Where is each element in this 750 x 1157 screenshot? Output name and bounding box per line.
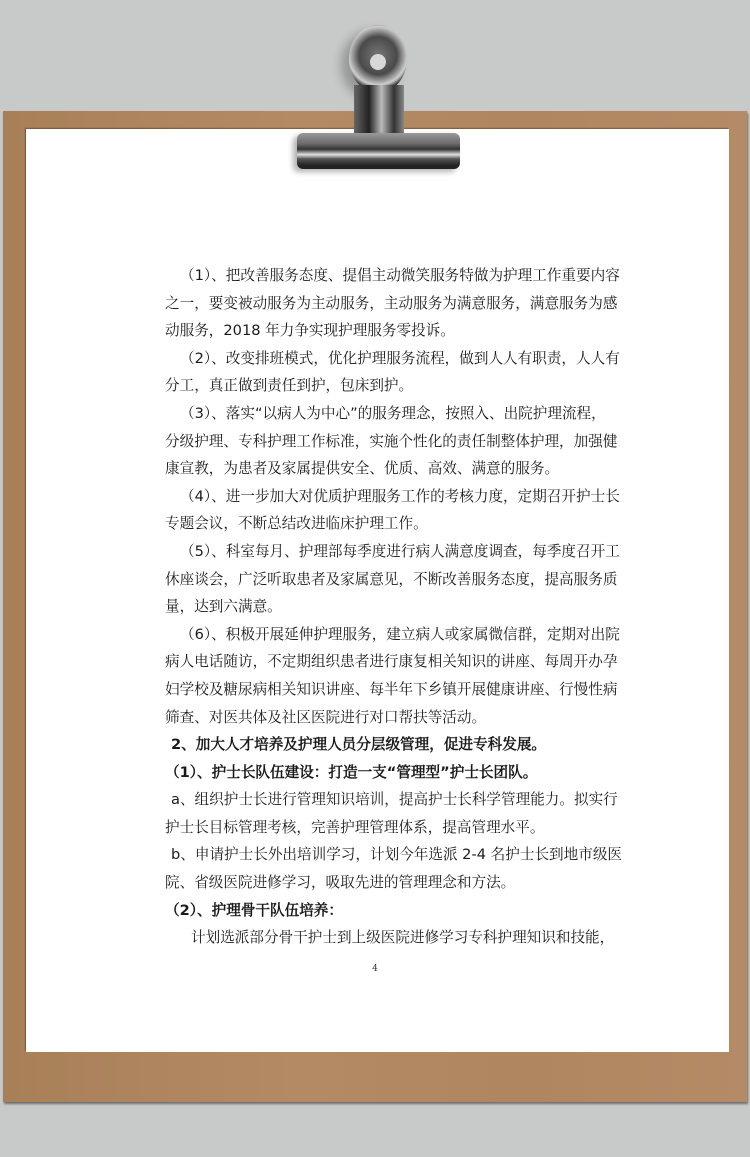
text-line: a、组织护士长进行管理知识培训，提高护士长科学管理能力。拟实行: [171, 791, 618, 809]
page-number: 4: [372, 964, 378, 974]
text-line: （2）、护理骨干队伍培养：: [165, 901, 343, 919]
binder-clip-hole: [370, 54, 386, 70]
text-line: （2）、改变排班模式，优化护理服务流程，做到人人有职责，人人有: [180, 349, 620, 367]
text-line: （1）、把改善服务态度、提倡主动微笑服务特做为护理工作重要内容: [180, 267, 620, 284]
text-line: （6）、积极开展延伸护理服务，建立病人或家属微信群，定期对出院: [180, 625, 620, 643]
binder-clip-stem: [354, 85, 404, 140]
text-line: 专题会议，不断总结改进临床护理工作。: [165, 515, 428, 533]
text-line: （3）、落实“以病人为中心”的服务理念，按照入、出院护理流程，: [180, 404, 606, 422]
text-line: （5）、科室每月、护理部每季度进行病人满意度调查，每季度召开工: [180, 542, 620, 560]
text-line: 休座谈会，广泛听取患者及家属意见，不断改善服务态度，提高服务质: [165, 570, 618, 588]
text-line: 康宣教，为患者及家属提供安全、优质、高效、满意的服务。: [165, 460, 560, 478]
text-line: 之一，要变被动服务为主动服务，主动服务为满意服务，满意服务为感: [165, 294, 618, 312]
text-line: 量，达到六满意。: [165, 598, 282, 616]
text-line: 筛查、对医共体及社区医院进行对口帮扶等活动。: [165, 708, 487, 726]
text-line: b、申请护士长外出培训学习，计划今年选派 2-4 名护士长到地市级医: [171, 846, 623, 864]
text-line: 计划选派部分骨干护士到上级医院进修学习专科护理知识和技能，: [191, 929, 615, 947]
text-line: 分工，真正做到责任到护，包床到护。: [165, 377, 414, 395]
text-line: （4）、进一步加大对优质护理服务工作的考核力度，定期召开护士长: [180, 487, 620, 505]
text-line: 动服务，2018 年力争实现护理服务零投诉。: [165, 322, 455, 340]
text-line: 院、省级医院进修学习，吸取先进的管理理念和方法。: [165, 874, 516, 892]
text-line: 分级护理、专科护理工作标准，实施个性化的责任制整体护理，加强健: [165, 432, 618, 450]
text-line: 妇学校及糖尿病相关知识讲座、每半年下乡镇开展健康讲座、行慢性病: [165, 680, 618, 698]
binder-clip-bar: [297, 133, 460, 169]
text-line: 病人电话随访，不定期组织患者进行康复相关知识的讲座、每周开办孕: [165, 653, 618, 671]
text-line: （1）、护士长队伍建设：打造一支“管理型”护士长团队。: [165, 763, 538, 781]
text-line: 2、加大人才培养及护理人员分层级管理，促进专科发展。: [171, 736, 547, 754]
text-line: 护士长目标管理考核，完善护理管理体系，提高管理水平。: [165, 818, 545, 836]
document-body: [165, 262, 623, 952]
